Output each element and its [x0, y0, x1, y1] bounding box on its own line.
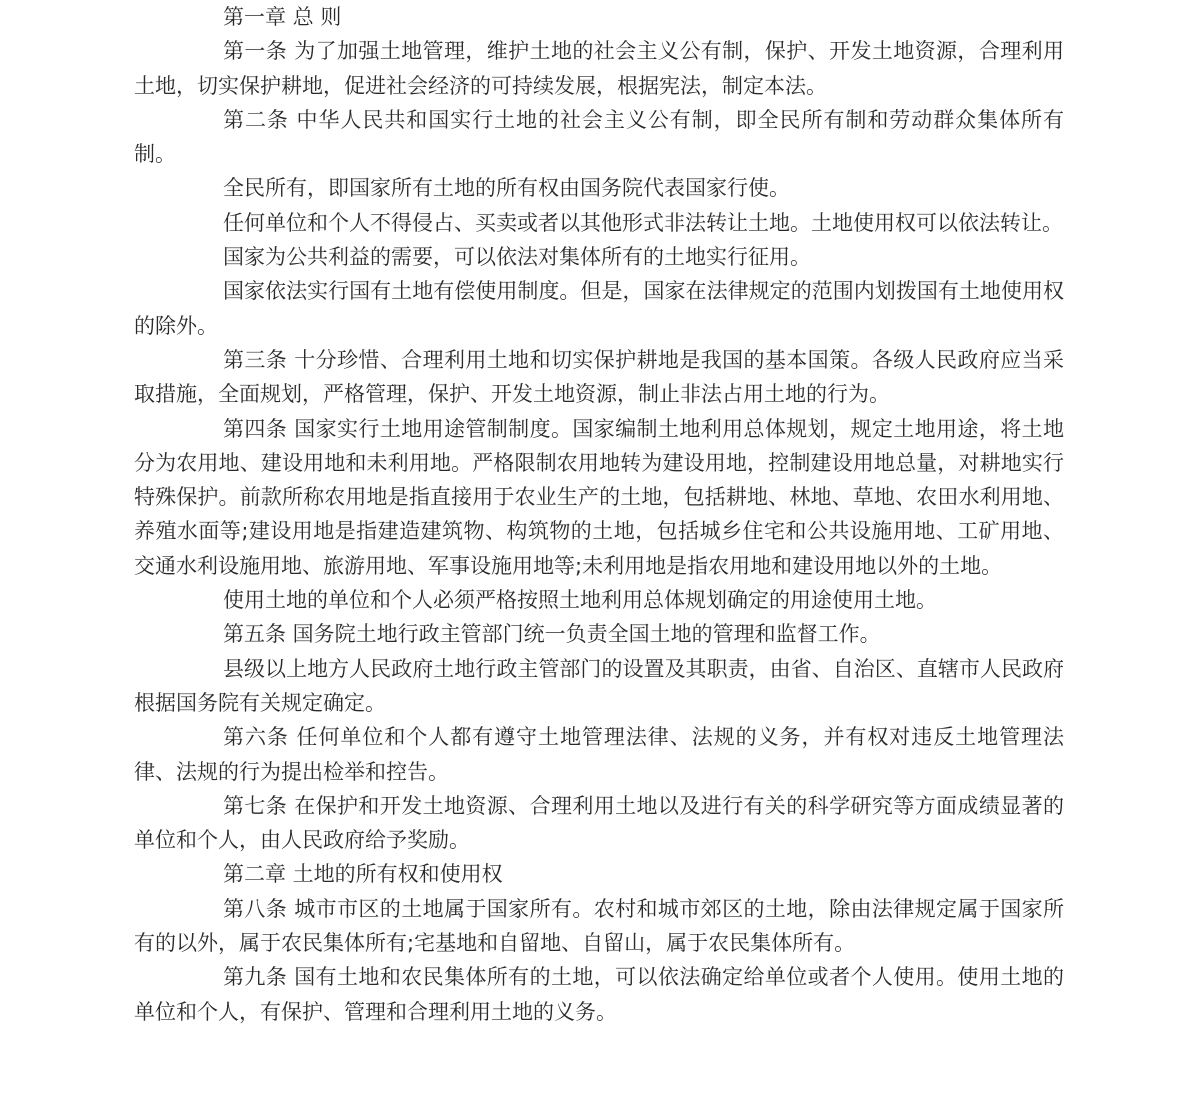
article-4: 第四条 国家实行土地用途管制制度。国家编制土地利用总体规划，规定土地用途，将土地分为农用地、建设用地和未利用地。严格限制农用地转为建设用地，控制建设用地总量，对耕地实行特殊保护。前款所称农用地是指直接用于农业生产的土地，包括耕地、林地、草地、农田水利用地、养殖水面等;建设用地是指建造建筑物、构筑物的土地，包括城乡住宅和公共设施用地、工矿用地、交通水利设施用地、旅游用地、军事设施用地等;未利用地是指农用地和建设用地以外的土地。: [134, 416, 1064, 578]
article-3: 第三条 十分珍惜、合理利用土地和切实保护耕地是我国的基本国策。各级人民政府应当采取措施，全面规划，严格管理，保护、开发土地资源，制止非法占用土地的行为。: [134, 347, 1064, 407]
chapter-2-heading: 第二章 土地的所有权和使用权: [223, 862, 503, 887]
document-body: [134, 0, 1064, 1029]
article-6: 第六条 任何单位和个人都有遵守土地管理法律、法规的义务，并有权对违反土地管理法律、法规的行为提出检举和控告。: [134, 725, 1064, 784]
article-4-clause-2: 使用土地的单位和个人必须严格按照土地利用总体规划确定的用途使用土地。: [223, 588, 937, 613]
article-1: 第一条 为了加强土地管理，维护土地的社会主义公有制，保护、开发土地资源，合理利用土地，切实保护耕地，促进社会经济的可持续发展，根据宪法，制定本法。: [134, 39, 1064, 98]
article-8: 第八条 城市市区的土地属于国家所有。农村和城市郊区的土地，除由法律规定属于国家所有的以外，属于农民集体所有;宅基地和自留地、自留山，属于农民集体所有。: [134, 896, 1064, 956]
article-5-clause-2: 县级以上地方人民政府土地行政主管部门的设置及其职责，由省、自治区、直辖市人民政府根据国务院有关规定确定。: [134, 656, 1064, 715]
article-2-clause-3: 任何单位和个人不得侵占、买卖或者以其他形式非法转让土地。土地使用权可以依法转让。: [223, 210, 1063, 235]
chapter-1-heading: 第一章 总 则: [223, 5, 342, 29]
article-2-clause-2: 全民所有，即国家所有土地的所有权由国务院代表国家行使。: [223, 176, 790, 201]
article-5: 第五条 国务院土地行政主管部门统一负责全国土地的管理和监督工作。: [223, 622, 881, 647]
article-2-clause-5: 国家依法实行国有土地有偿使用制度。但是，国家在法律规定的范围内划拨国有土地使用权的除外。: [134, 279, 1064, 338]
article-7: 第七条 在保护和开发土地资源、合理利用土地以及进行有关的科学研究等方面成绩显著的单位和个人，由人民政府给予奖励。: [134, 793, 1064, 853]
article-2-clause-4: 国家为公共利益的需要，可以依法对集体所有的土地实行征用。: [223, 245, 811, 270]
article-9: 第九条 国有土地和农民集体所有的土地，可以依法确定给单位或者个人使用。使用土地的单位和个人，有保护、管理和合理利用土地的义务。: [134, 965, 1064, 1024]
article-2: 第二条 中华人民共和国实行土地的社会主义公有制，即全民所有制和劳动群众集体所有制。: [134, 107, 1064, 167]
